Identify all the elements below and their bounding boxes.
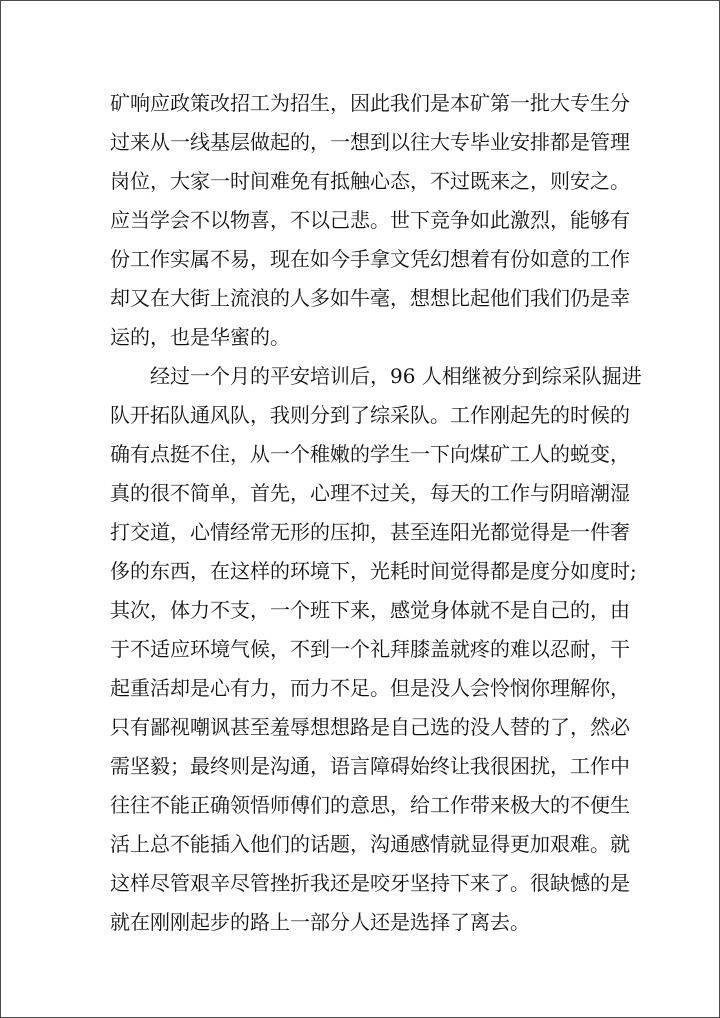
text-line: 只有鄙视嘲讽甚至羞辱想想路是自己选的没人替的了，然必 — [110, 715, 630, 739]
text-line: 运的，也是华蜜的。 — [110, 325, 290, 349]
text-line: 需坚毅；最终则是沟通，语言障碍始终让我很困扰，工作中 — [110, 754, 630, 778]
text-line: 其次，体力不支，一个班下来，感觉身体就不是自己的，由 — [110, 598, 630, 622]
text-line: 于不适应环境气候，不到一个礼拜膝盖就疼的难以忍耐，干 — [110, 637, 630, 661]
text-line: 份工作实属不易，现在如今手拿文凭幻想着有份如意的工作 — [110, 247, 630, 271]
text-line: 这样尽管艰辛尽管挫折我还是咬牙坚持下来了。很缺憾的是 — [110, 871, 630, 895]
text-line: 矿响应政策改招工为招生，因此我们是本矿第一批大专生分 — [110, 91, 630, 115]
text-line: 过来从一线基层做起的，一想到以往大专毕业安排都是管理 — [110, 130, 630, 154]
text-line: 却又在大街上流浪的人多如牛毫，想想比起他们我们仍是幸 — [110, 286, 630, 310]
text-line: 队开拓队通风队，我则分到了综采队。工作刚起先的时候的 — [110, 403, 630, 427]
text-line: 起重活却是心有力，而力不足。但是没人会怜悯你理解你， — [110, 676, 630, 700]
text-line: 就在刚刚起步的路上一部分人还是选择了离去。 — [110, 910, 530, 934]
text-line: 打交道，心情经常无形的压抑，甚至连阳光都觉得是一件奢 — [110, 520, 630, 544]
text-line: 真的很不简单，首先，心理不过关，每天的工作与阴暗潮湿 — [110, 481, 630, 505]
text-line: 经过一个月的平安培训后，96 人相继被分到综采队掘进 — [150, 364, 642, 388]
text-line: 岗位，大家一时间难免有抵触心态，不过既来之，则安之。 — [110, 169, 630, 193]
text-line: 应当学会不以物喜，不以己悲。世下竞争如此激烈，能够有 — [110, 208, 630, 232]
text-line: 活上总不能插入他们的话题，沟通感情就显得更加艰难。就 — [110, 832, 630, 856]
text-line: 往往不能正确领悟师傅们的意思，给工作带来极大的不便生 — [110, 793, 630, 817]
text-line: 确有点挺不住，从一个稚嫩的学生一下向煤矿工人的蜕变， — [110, 442, 630, 466]
text-line: 侈的东西，在这样的环境下，光耗时间觉得都是度分如度时; — [110, 559, 637, 583]
